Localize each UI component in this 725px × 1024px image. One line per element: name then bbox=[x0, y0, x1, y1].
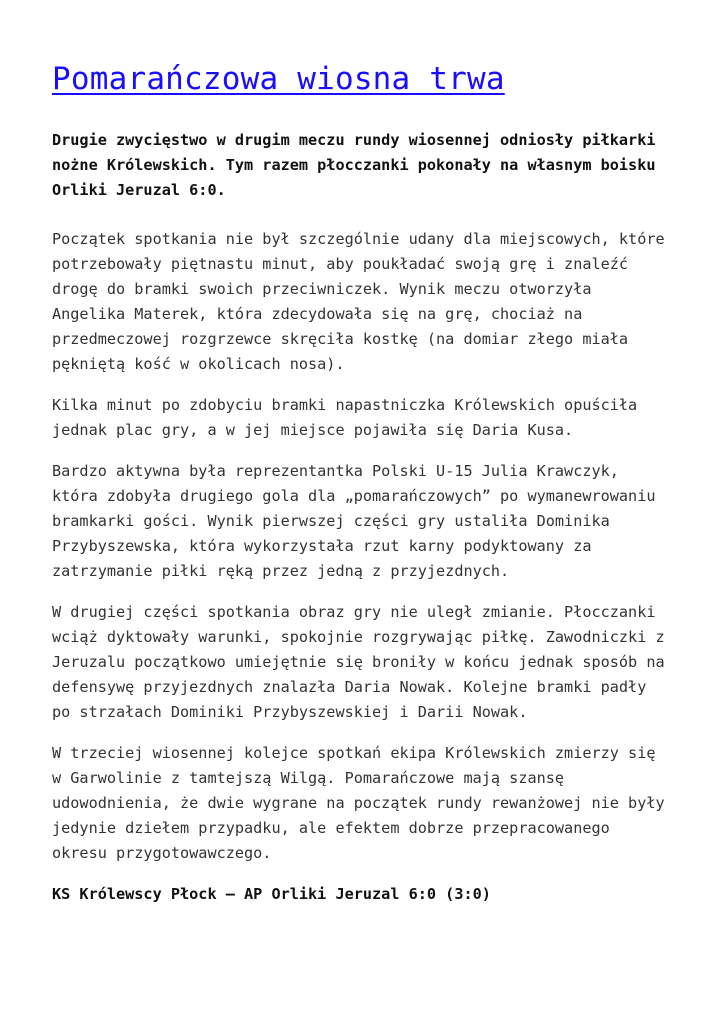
article-paragraph: Początek spotkania nie był szczególnie udany dla miejscowych, które potrzebowały piętnastu minut, aby poukładać swoją grę i znaleźć drogę do bramki swoich przeciwniczek. Wynik meczu otworzyła Angelika Materek, która zdecydowała się na grę, chociaż na przedmeczowej rozgrzewce skręciła kostkę (na domiar złego miała pękniętą kość w okolicach nosa). bbox=[52, 230, 665, 373]
article-title bbox=[52, 54, 673, 104]
article-paragraph: W drugiej części spotkania obraz gry nie uległ zmianie. Płocczanki wciąż dyktowały warunki, spokojnie rozgrywając piłkę. Zawodniczki z Jeruzalu początkowo umiejętnie się broniły w końcu jednak sposób na defensywę przyjezdnych znalazła Daria Nowak. Kolejne bramki padły po strzałach Dominiki Przybyszewskiej i Darii Nowak. bbox=[52, 603, 665, 721]
article-paragraph: W trzeciej wiosennej kolejce spotkań ekipa Królewskich zmierzy się w Garwolinie z tamtejszą Wilgą. Pomarańczowe mają szansę udowodnienia, że dwie wygrane na początek rundy rewanżowej nie były jedynie dziełem przypadku, ale efektem dobrze przepracowanego okresu przygotowawczego. bbox=[52, 744, 665, 862]
article-title-link[interactable]: Pomarańczowa wiosna trwa bbox=[52, 61, 505, 97]
article-lead: Drugie zwycięstwo w drugim meczu rundy wiosennej odniosły piłkarki nożne Królewskich. Tym razem płocczanki pokonały na własnym boisku Orliki Jeruzal 6:0. bbox=[52, 131, 656, 199]
match-result: KS Królewscy Płock – AP Orliki Jeruzal 6:0 (3:0) bbox=[52, 885, 491, 903]
article-paragraph: Kilka minut po zdobyciu bramki napastniczka Królewskich opuściła jednak plac gry, a w jej miejsce pojawiła się Daria Kusa. bbox=[52, 396, 638, 439]
article-paragraph: Bardzo aktywna była reprezentantka Polski U-15 Julia Krawczyk, która zdobyła drugiego gola dla „pomarańczowych” po wymanewrowaniu bramkarki gości. Wynik pierwszej części gry ustaliła Dominika Przybyszewska, która wykorzystała rzut karny podyktowany za zatrzymanie piłki ręką przez jedną z przyjezdnych. bbox=[52, 462, 656, 580]
